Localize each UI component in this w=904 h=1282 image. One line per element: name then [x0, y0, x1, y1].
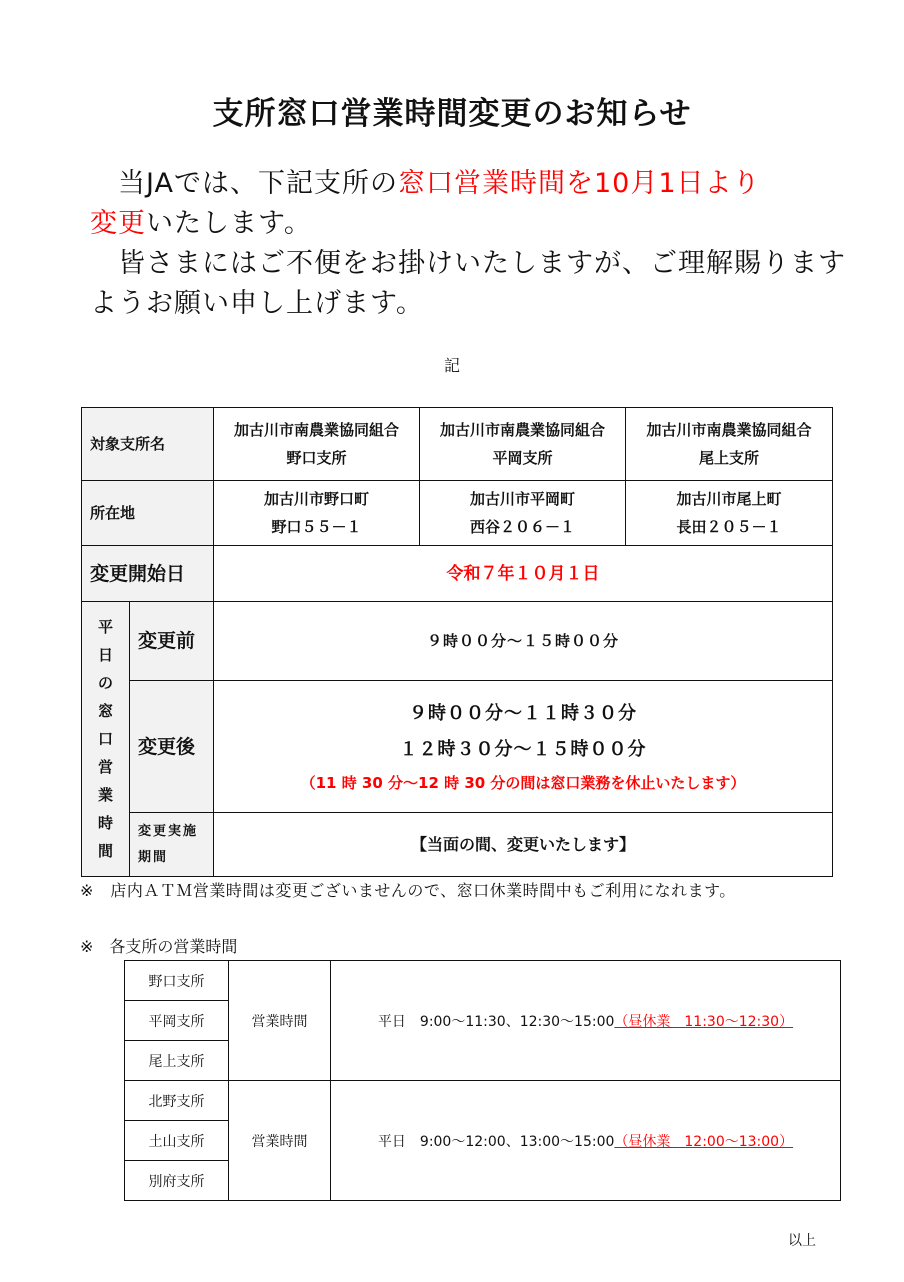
hours-label: 営業時間 — [229, 961, 331, 1081]
address-line: 加古川市平岡町 — [470, 490, 576, 508]
period-header-line: 変更実施 — [138, 823, 199, 839]
lunch-break: （昼休業 11:30～12:30） — [614, 1013, 794, 1030]
table-row — [82, 602, 833, 681]
hours-label: 営業時間 — [229, 1081, 331, 1201]
branch-name: 北野支所 — [125, 1081, 229, 1121]
branch-name: 土山支所 — [125, 1121, 229, 1161]
vertical-label — [82, 613, 129, 865]
branch-cell — [214, 408, 420, 481]
table-row — [125, 961, 841, 1001]
hours-value — [331, 1081, 841, 1201]
after-header: 変更後 — [130, 681, 214, 813]
address-cell — [214, 481, 420, 546]
vertical-label-char: 日 — [97, 646, 113, 664]
table-row — [82, 681, 833, 813]
branch-hours-heading: ※ 各支所の営業時間 — [80, 937, 238, 956]
vertical-label-char: 窓 — [97, 702, 113, 720]
intro-paragraph-1 — [90, 164, 850, 244]
address-line: 加古川市野口町 — [264, 490, 370, 508]
address-line: 野口５５－１ — [271, 518, 362, 536]
atm-note: ※ 店内ＡＴＭ営業時間は変更ございませんので、窓口休業時間中もご利用になれます。 — [80, 881, 736, 900]
lunch-break: （昼休業 12:00～13:00） — [614, 1133, 794, 1150]
intro-text — [90, 164, 850, 324]
page-title: 支所窓口営業時間変更のお知らせ — [212, 96, 692, 132]
table-row — [125, 1081, 841, 1121]
after-time-1: ９時００分～１１時３０分 — [409, 702, 638, 724]
period-header — [130, 813, 214, 877]
hours-text: 平日 9:00～11:30、12:30～15:00 — [377, 1013, 615, 1030]
intro-text-plain: 皆さまにはご不便をお掛けいたしますが、ご理解賜りますようお願い申し上げます。 — [90, 248, 846, 319]
vertical-label-char: の — [97, 674, 113, 692]
address-cell — [420, 481, 626, 546]
branch-hours-table — [124, 960, 841, 1201]
branch-name: 尾上支所 — [699, 449, 760, 467]
vertical-label-char: 間 — [97, 842, 113, 860]
branch-name: 野口支所 — [125, 961, 229, 1001]
branch-name: 平岡支所 — [125, 1001, 229, 1041]
intro-highlight: 窓口営業時間を10月1日より — [397, 168, 761, 199]
hours-text: 平日 9:00～12:00、13:00～15:00 — [377, 1133, 615, 1150]
ki-marker: 記 — [443, 356, 460, 375]
org-name: 加古川市南農業協同組合 — [440, 421, 606, 439]
table-row — [82, 481, 833, 546]
vertical-label-char: 業 — [97, 786, 113, 804]
vertical-label-char: 営 — [97, 758, 113, 776]
branch-cell — [626, 408, 833, 481]
address-line: 加古川市尾上町 — [676, 490, 782, 508]
intro-paragraph-2 — [90, 244, 850, 324]
intro-text-plain: 当JAでは、下記支所の — [118, 168, 398, 199]
branch-name: 野口支所 — [286, 449, 347, 467]
address-line: 長田２０５－１ — [676, 518, 782, 536]
closing-mark: 以上 — [788, 1233, 816, 1249]
intro-highlight: 変更 — [90, 208, 146, 239]
org-name: 加古川市南農業協同組合 — [646, 421, 812, 439]
vertical-label-char: 口 — [97, 730, 113, 748]
intro-text-plain: いたします。 — [146, 208, 312, 239]
hours-value — [331, 961, 841, 1081]
branch-cell — [420, 408, 626, 481]
address-line: 西谷２０６－１ — [470, 518, 576, 536]
table-row — [82, 408, 833, 481]
org-name: 加古川市南農業協同組合 — [234, 421, 400, 439]
branch-name-header: 対象支所名 — [82, 408, 214, 481]
vertical-label-char: 平 — [97, 618, 113, 636]
after-time-2: １２時３０分～１５時００分 — [399, 738, 647, 760]
period-value: 【当面の間、変更いたします】 — [214, 813, 833, 877]
address-cell — [626, 481, 833, 546]
weekday-hours-header — [82, 602, 130, 877]
after-note: （11 時 30 分～12 時 30 分の間は窓口業務を休止いたします） — [300, 773, 746, 792]
branch-name: 尾上支所 — [125, 1041, 229, 1081]
table-row — [82, 813, 833, 877]
vertical-label-char: 時 — [97, 814, 113, 832]
branch-name: 平岡支所 — [492, 449, 553, 467]
after-time-cell — [214, 681, 833, 813]
start-date-header: 変更開始日 — [82, 546, 214, 602]
table-row — [82, 546, 833, 602]
period-header-line: 期間 — [138, 849, 169, 865]
change-table — [81, 407, 833, 877]
branch-name: 別府支所 — [125, 1161, 229, 1201]
before-time: ９時００分～１５時００分 — [214, 602, 833, 681]
address-header: 所在地 — [82, 481, 214, 546]
before-header: 変更前 — [130, 602, 214, 681]
start-date-value: 令和７年１０月１日 — [214, 546, 833, 602]
